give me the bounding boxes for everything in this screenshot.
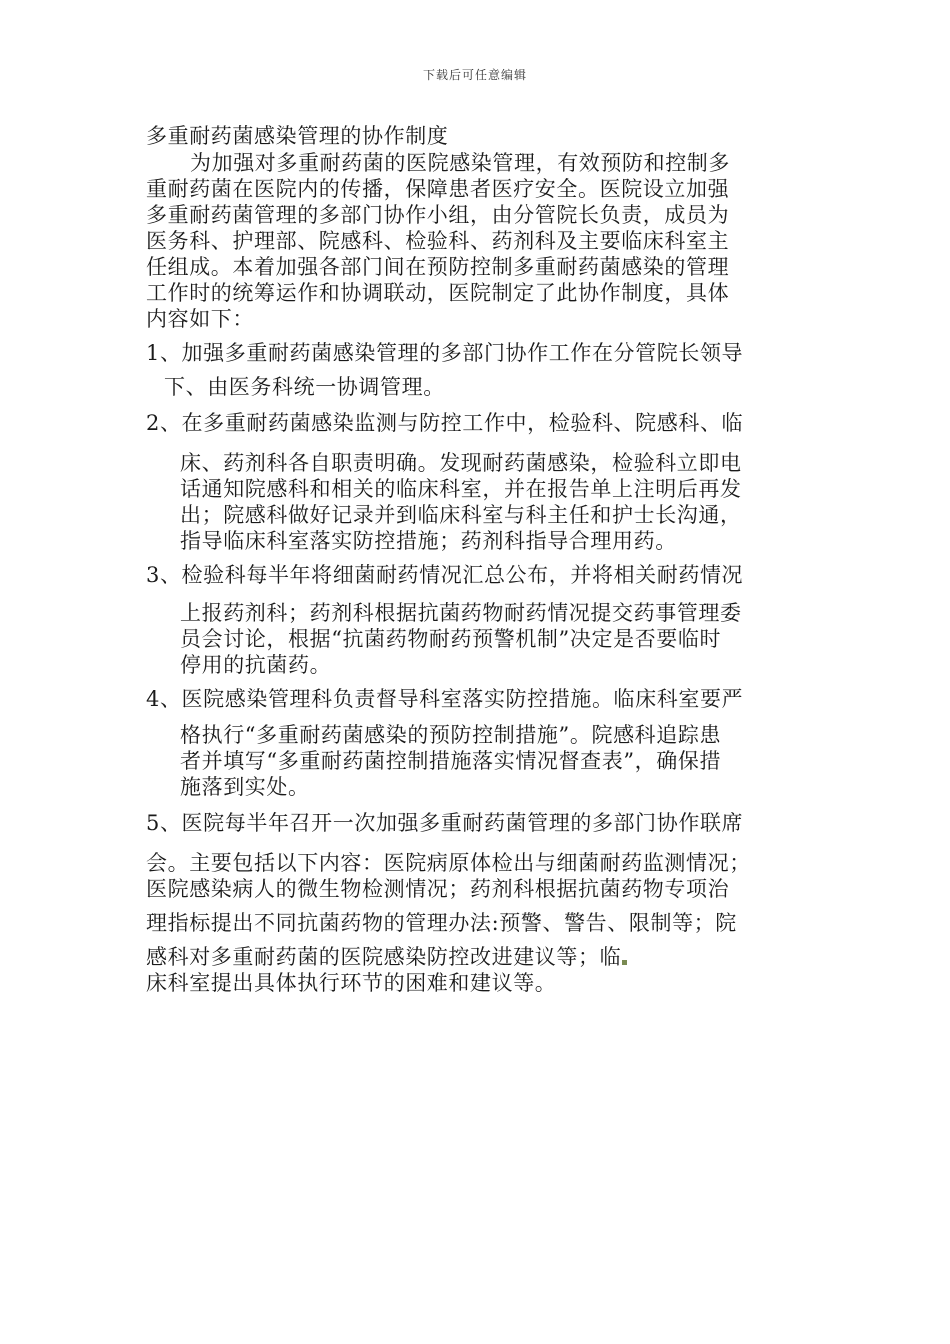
intro-line: 工作时的统筹运作和协调联动，医院制定了此协作制度，具体: [146, 281, 730, 305]
item-3-line: 上报药剂科；药剂科根据抗菌药物耐药情况提交药事管理委: [180, 601, 742, 625]
item-2-line: 床、药剂科各自职责明确。发现耐药菌感染，检验科立即电: [180, 451, 742, 475]
intro-line: 多重耐药菌管理的多部门协作小组，由分管院长负责，成员为: [146, 203, 730, 227]
download-note: 下载后可任意编辑: [422, 68, 527, 82]
item-4-line: 4、医院感染管理科负责督导科室落实防控措施。临床科室要严: [146, 687, 744, 711]
item-5-line: 5、医院每半年召开一次加强多重耐药菌管理的多部门协作联席: [146, 811, 744, 835]
intro-line: 为加强对多重耐药菌的医院感染管理，有效预防和控制多: [190, 151, 730, 175]
item-2-line: 出；院感科做好记录并到临床科室与科主任和护士长沟通，: [180, 503, 742, 527]
item-2-line: 话通知院感科和相关的临床科室，并在报告单上注明后再发: [180, 477, 742, 501]
intro-line: 内容如下：: [146, 307, 254, 331]
item-4-line: 格执行“多重耐药菌感染的预防控制措施”。院感科追踪患: [180, 723, 722, 747]
item-2-line: 指导临床科室落实防控措施；药剂科指导合理用药。: [180, 529, 677, 553]
intro-line: 任组成。本着加强各部门间在预防控制多重耐药菌感染的管理: [146, 255, 730, 279]
text-cursor-mark-icon: [622, 960, 627, 965]
item-5-line: 医院感染病人的微生物检测情况；药剂科根据抗菌药物专项治: [146, 877, 730, 901]
document-title: 多重耐药菌感染管理的协作制度: [146, 124, 449, 148]
item-1-line: 下、由医务科统一协调管理。: [164, 375, 445, 399]
item-5-line: 床科室提出具体执行环节的困难和建议等。: [146, 971, 557, 995]
item-5-line: 会。主要包括以下内容：医院病原体检出与细菌耐药监测情况；: [146, 851, 751, 875]
item-5-line-with-mark: [146, 944, 627, 970]
item-4-line: 者并填写“多重耐药菌控制措施落实情况督查表”，确保措: [180, 749, 722, 773]
intro-line: 重耐药菌在医院内的传播，保障患者医疗安全。医院设立加强: [146, 177, 730, 201]
item-1-line: 1、加强多重耐药菌感染管理的多部门协作工作在分管院长领导: [146, 341, 744, 365]
item-3-line: 停用的抗菌药。: [180, 653, 332, 677]
item-5-line: 理指标提出不同抗菌药物的管理办法:预警、警告、限制等；院: [146, 911, 737, 935]
item-2-line: 2、在多重耐药菌感染监测与防控工作中，检验科、院感科、临: [146, 411, 744, 435]
item-3-line: 员会讨论，根据“抗菌药物耐药预警机制”决定是否要临时: [180, 627, 722, 651]
item-5-line: 感科对多重耐药菌的医院感染防控改进建议等；临: [146, 945, 622, 969]
intro-line: 医务科、护理部、院感科、检验科、药剂科及主要临床科室主: [146, 229, 730, 253]
item-3-line: 3、检验科每半年将细菌耐药情况汇总公布，并将相关耐药情况: [146, 563, 744, 587]
item-4-line: 施落到实处。: [180, 775, 310, 799]
